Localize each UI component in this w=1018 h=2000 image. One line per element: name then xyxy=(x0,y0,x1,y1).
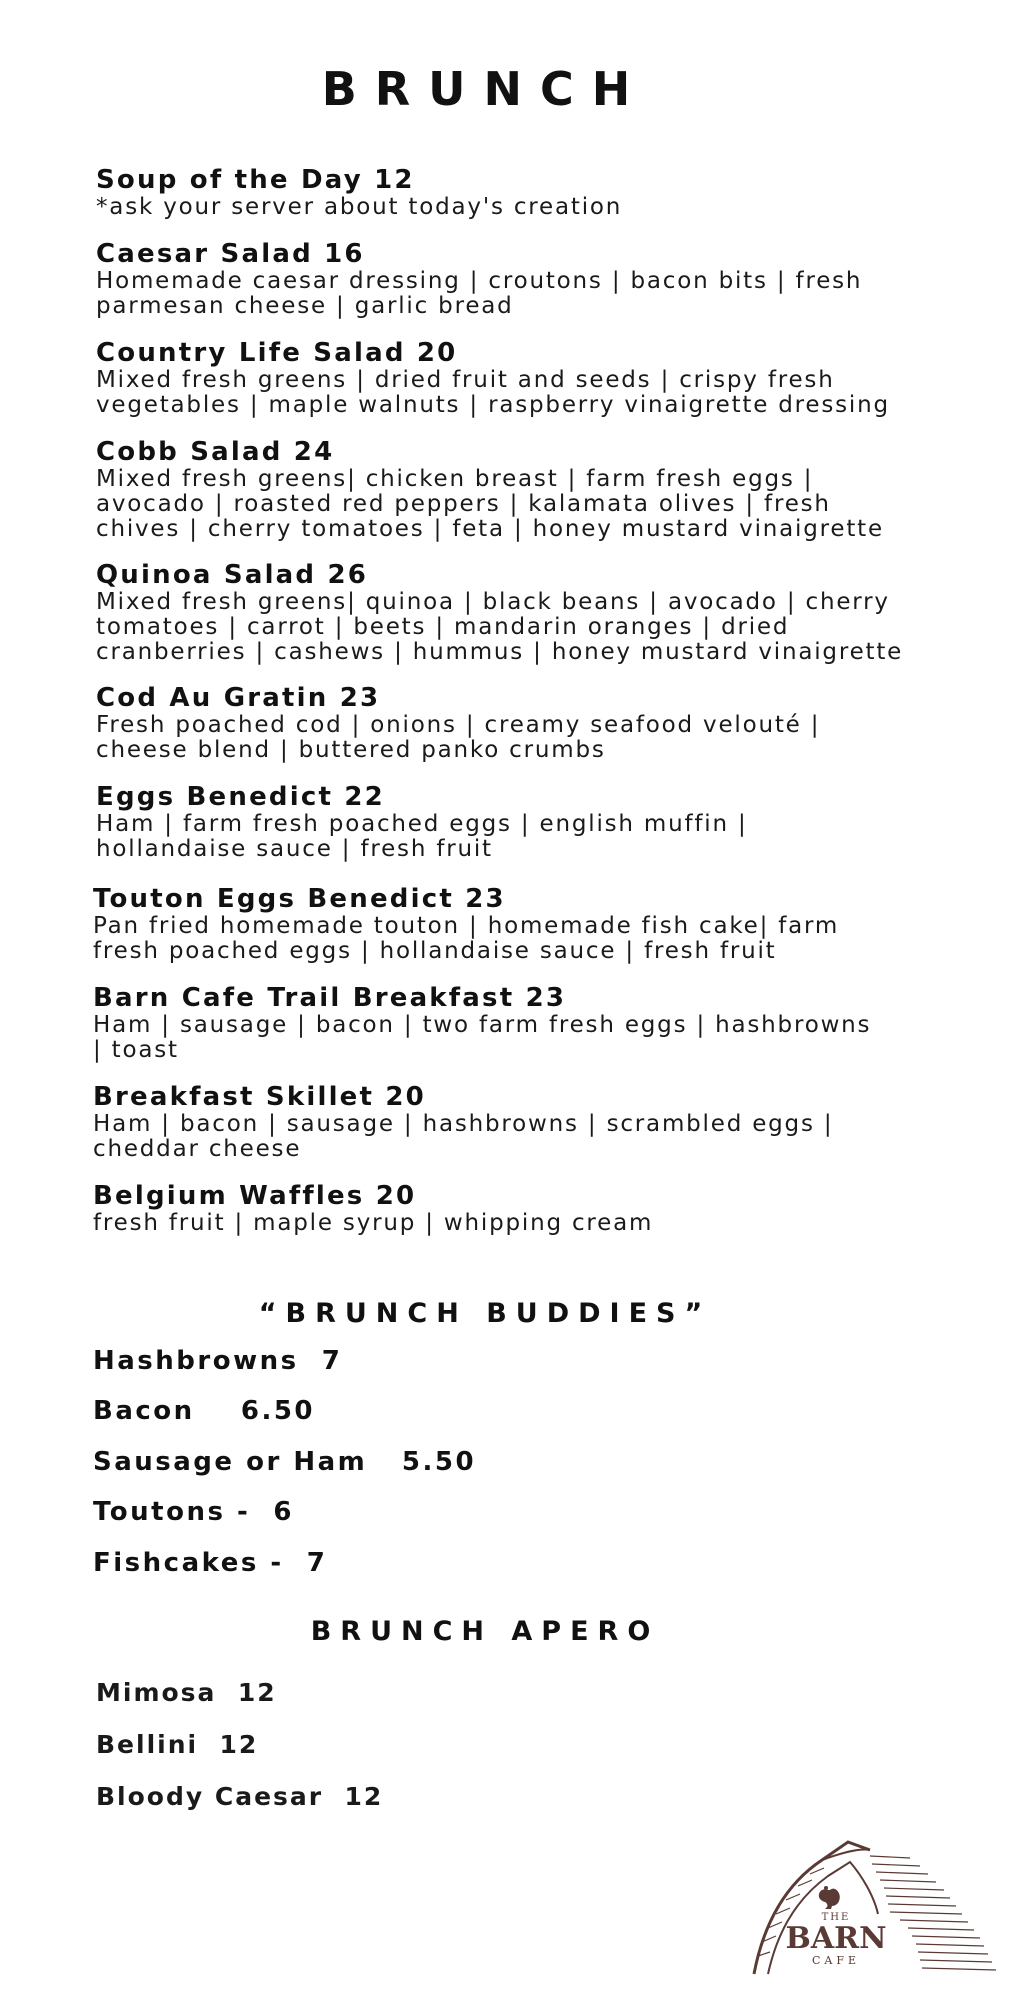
item-description: *ask your server about today's creation xyxy=(96,194,623,220)
menu-item-caesar-salad xyxy=(96,239,956,319)
menu-item-trail-breakfast xyxy=(93,983,953,1063)
item-name: Barn Cafe Trail Breakfast 23 xyxy=(93,983,567,1013)
buddy-item-fishcakes: Fishcakes - 7 xyxy=(93,1548,328,1578)
menu-item-belgium-waffles xyxy=(93,1181,953,1236)
barn-cafe-logo xyxy=(750,1836,1000,1976)
menu-item-quinoa-salad xyxy=(96,560,956,665)
item-description: Mixed fresh greens| chicken breast | farm fresh eggs | avocado | roasted red peppers | kalamata olives | fresh chives | cherry tomatoes | feta | honey mustard vinaigrette xyxy=(96,466,884,542)
apero-item-bellini: Bellini 12 xyxy=(96,1730,259,1759)
apero-item-mimosa: Mimosa 12 xyxy=(96,1678,277,1707)
section-title-brunch-buddies: “BRUNCH BUDDIES” xyxy=(258,1298,712,1329)
logo-text-cafe: CAFE xyxy=(811,1954,861,1967)
item-name: Eggs Benedict 22 xyxy=(96,782,385,812)
item-description: Ham | farm fresh poached eggs | english muffin | hollandaise sauce | fresh fruit xyxy=(96,811,748,862)
buddy-item-sausage-or-ham: Sausage or Ham 5.50 xyxy=(93,1447,477,1477)
menu-title: BRUNCH xyxy=(321,62,649,116)
item-name: Country Life Salad 20 xyxy=(96,338,458,368)
logo-text-barn: BARN xyxy=(785,1921,887,1956)
item-name: Cod Au Gratin 23 xyxy=(96,683,381,713)
logo-text-the: THE xyxy=(821,1912,851,1923)
item-description: Ham | bacon | sausage | hashbrowns | scrambled eggs | cheddar cheese xyxy=(93,1111,834,1162)
item-name: Caesar Salad 16 xyxy=(96,239,365,269)
item-name: Breakfast Skillet 20 xyxy=(93,1082,426,1112)
rooster-icon xyxy=(819,1886,840,1909)
menu-item-touton-eggs-benedict xyxy=(93,884,953,964)
menu-item-breakfast-skillet xyxy=(93,1082,953,1162)
buddy-item-hashbrowns: Hashbrowns 7 xyxy=(93,1346,343,1376)
menu-item-cobb-salad xyxy=(96,437,956,542)
item-description: Pan fried homemade touton | homemade fish cake| farm fresh poached eggs | hollandaise sauce | fresh fruit xyxy=(93,913,840,964)
item-description: Ham | sausage | bacon | two farm fresh eggs | hashbrowns | toast xyxy=(93,1012,872,1063)
buddy-item-toutons: Toutons - 6 xyxy=(93,1497,294,1527)
item-description: fresh fruit | maple syrup | whipping cream xyxy=(93,1210,654,1236)
item-name: Soup of the Day 12 xyxy=(96,165,415,195)
item-name: Touton Eggs Benedict 23 xyxy=(93,884,506,914)
menu-item-country-life-salad xyxy=(96,338,956,418)
buddy-item-bacon: Bacon 6.50 xyxy=(93,1396,316,1426)
menu-item-eggs-benedict xyxy=(96,782,956,862)
item-description: Fresh poached cod | onions | creamy seafood velouté | cheese blend | buttered panko crumbs xyxy=(96,712,821,763)
apero-item-bloody-caesar: Bloody Caesar 12 xyxy=(96,1782,384,1811)
item-name: Belgium Waffles 20 xyxy=(93,1181,417,1211)
menu-item-cod-au-gratin xyxy=(96,683,956,763)
item-description: Homemade caesar dressing | croutons | bacon bits | fresh parmesan cheese | garlic bread xyxy=(96,268,863,319)
menu-item-soup xyxy=(96,165,956,220)
item-name: Cobb Salad 24 xyxy=(96,437,335,467)
item-name: Quinoa Salad 26 xyxy=(96,560,369,590)
section-title-brunch-apero: BRUNCH APERO xyxy=(310,1616,660,1647)
item-description: Mixed fresh greens | dried fruit and seeds | crispy fresh vegetables | maple walnuts | raspberry vinaigrette dressing xyxy=(96,367,890,418)
item-description: Mixed fresh greens| quinoa | black beans | avocado | cherry tomatoes | carrot | beets | mandarin oranges | dried cranberries | cashews | hummus | honey mustard vinaigrette xyxy=(96,589,904,665)
